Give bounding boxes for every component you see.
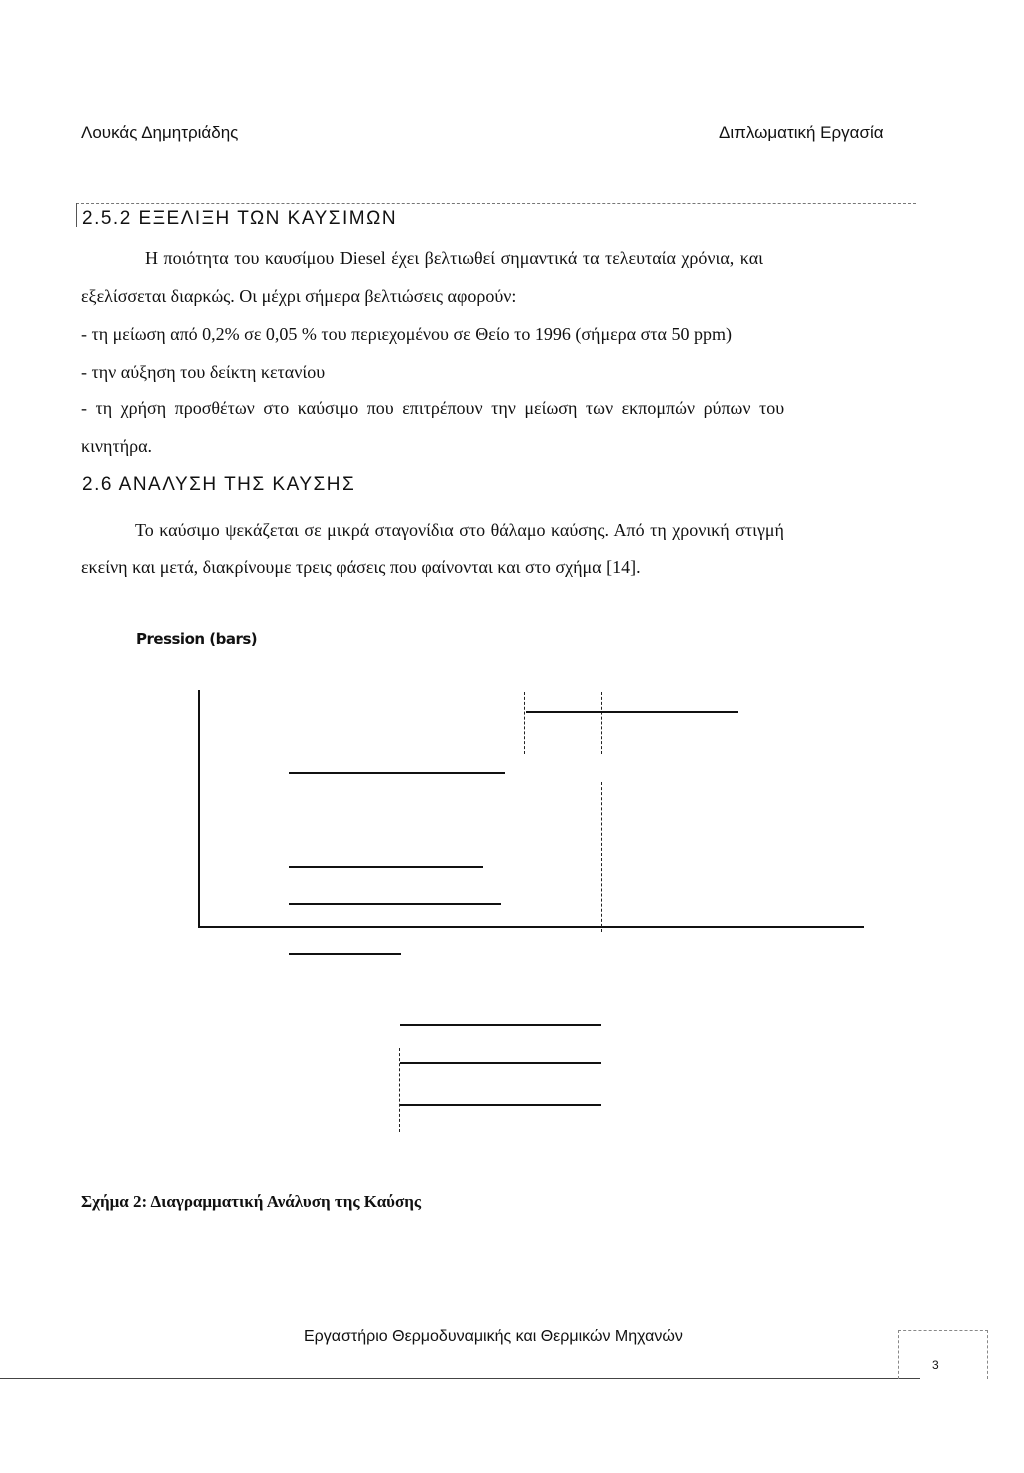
- section-heading-2-6: 2.6 ΑΝΑΛΥΣΗ ΤΗΣ ΚΑΥΣΗΣ: [82, 474, 356, 495]
- footer-lab: Εργαστήριο Θερμοδυναμικής και Θερμικών Μηχανών: [304, 1328, 683, 1345]
- paragraph-line: Το καύσιμο ψεκάζεται σε μικρά σταγονίδια στο θάλαμο καύσης. Από τη χρονική στιγμή: [135, 520, 784, 540]
- pressure-level-line: [400, 1062, 601, 1064]
- phase-marker-line: [524, 692, 525, 754]
- pressure-level-line: [526, 711, 738, 713]
- page-number-box: [898, 1330, 988, 1379]
- paragraph-line: εξελίσσεται διαρκώς. Οι μέχρι σήμερα βελτιώσεις αφορούν:: [81, 286, 517, 306]
- phase-marker-line: [601, 692, 602, 754]
- footer-rule: [0, 1378, 920, 1379]
- section-left-rule: [76, 203, 77, 227]
- y-axis-label: Pression (bars): [136, 630, 258, 648]
- phase-marker-line: [601, 782, 602, 932]
- pressure-level-line: [289, 772, 505, 774]
- figure-caption: Σχήμα 2: Διαγραμματική Ανάλυση της Καύσης: [81, 1192, 422, 1211]
- bullet-cetane: - την αύξηση του δείκτη κετανίου: [81, 362, 326, 382]
- pressure-level-line: [400, 1024, 601, 1026]
- section-top-rule: [76, 203, 916, 204]
- y-axis: [198, 690, 200, 928]
- phase-marker-line: [399, 1048, 400, 1132]
- pressure-level-line: [289, 953, 401, 955]
- pressure-level-line: [400, 1104, 601, 1106]
- section-heading-2-5-2: 2.5.2 ΕΞΕΛΙΞΗ ΤΩΝ ΚΑΥΣΙΜΩΝ: [82, 208, 398, 229]
- header-doc-type: Διπλωματική Εργασία: [719, 123, 884, 142]
- paragraph-line: Η ποιότητα του καυσίμου Diesel έχει βελτιωθεί σημαντικά τα τελευταία χρόνια, και: [145, 248, 763, 268]
- pressure-level-line: [289, 903, 501, 905]
- paragraph-line: εκείνη και μετά, διακρίνουμε τρεις φάσεις που φαίνονται και στο σχήμα [14].: [81, 557, 641, 577]
- pressure-level-line: [289, 866, 483, 868]
- header-author: Λουκάς Δημητριάδης: [81, 123, 239, 142]
- x-axis: [198, 926, 864, 928]
- bullet-additives: - τη χρήση προσθέτων στο καύσιμο που επιτρέπουν την μείωση των εκπομπών ρύπων του: [81, 398, 785, 418]
- page-number: 3: [932, 1358, 939, 1372]
- bullet-sulfur: - τη μείωση από 0,2% σε 0,05 % του περιεχομένου σε Θείο το 1996 (σήμερα στα 50 ppm): [81, 324, 732, 344]
- bullet-additives-cont: κινητήρα.: [81, 436, 153, 456]
